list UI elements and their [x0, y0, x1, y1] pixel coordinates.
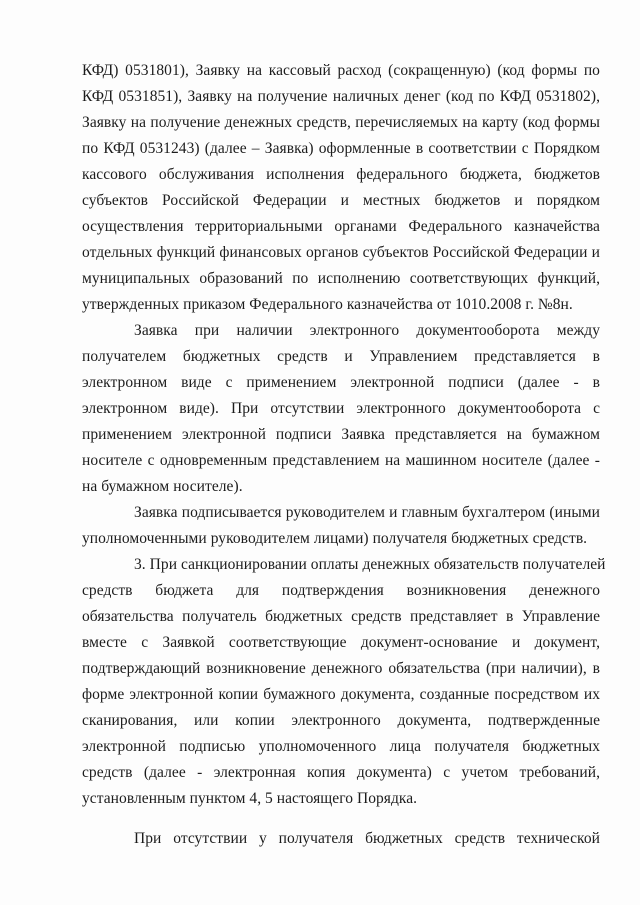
text-line: муниципальных образований по исполнению соответствующих функций,	[82, 270, 600, 287]
text-line: При отсутствии у получателя бюджетных средств технической	[134, 830, 600, 847]
text-line: субъектов Российской Федерации и местных бюджетов и порядком	[82, 192, 600, 209]
text-line: осуществления территориальными органами Федерального казначейства	[82, 218, 600, 235]
text-line: по КФД 0531243) (далее – Заявка) оформленные в соответствии с Порядком	[82, 140, 600, 157]
text-line: установленным пунктом 4, 5 настоящего Порядка.	[82, 790, 418, 807]
text-line: носителе с одновременным представлением на машинном носителе (далее -	[82, 452, 600, 469]
text-line: обязательства получатель бюджетных средств представляет в Управление	[82, 608, 600, 625]
text-line: 3. При санкционировании оплаты денежных обязательств получателей	[134, 556, 606, 573]
text-line: уполномоченными руководителем лицами) получателя бюджетных средств.	[82, 530, 588, 547]
text-line: средств (далее - электронная копия документа) с учетом требований,	[82, 764, 600, 781]
text-line: Заявку на получение денежных средств, перечисляемых на карту (код формы	[82, 114, 600, 131]
text-line: подтверждающий возникновение денежного обязательства (при наличии), в	[82, 660, 600, 677]
text-line: форме электронной копии бумажного документа, созданные посредством их	[82, 686, 600, 703]
text-line: получателем бюджетных средств и Управлением представляется в	[82, 348, 600, 365]
text-line: Заявка при наличии электронного документооборота между	[134, 322, 600, 339]
text-line: отдельных функций финансовых органов субъектов Российской Федерации и	[82, 244, 600, 261]
text-line: КФД 0531851), Заявку на получение наличных денег (код по КФД 0531802),	[82, 88, 600, 105]
text-line: Заявка подписывается руководителем и главным бухгалтером (иными	[134, 504, 600, 521]
text-line: электронном виде с применением электронной подписи (далее - в	[82, 374, 600, 391]
text-line: электронной подписью уполномоченного лица получателя бюджетных	[82, 738, 600, 755]
text-line: кассового обслуживания исполнения федерального бюджета, бюджетов	[82, 166, 600, 183]
text-line: утвержденных приказом Федерального казначейства от 1010.2008 г. №8н.	[82, 296, 573, 313]
text-line: КФД) 0531801), Заявку на кассовый расход (сокращенную) (код формы по	[82, 62, 600, 79]
text-line: на бумажном носителе).	[82, 478, 243, 495]
text-line: применением электронной подписи Заявка представляется на бумажном	[82, 426, 600, 443]
text-line: электронном виде). При отсутствии электронного документооборота с	[82, 400, 600, 417]
text-line: средств бюджета для подтверждения возникновения денежного	[82, 582, 600, 599]
text-line: сканирования, или копии электронного документа, подтвержденные	[82, 712, 600, 729]
text-line: вместе с Заявкой соответствующие документ-основание и документ,	[82, 634, 600, 651]
